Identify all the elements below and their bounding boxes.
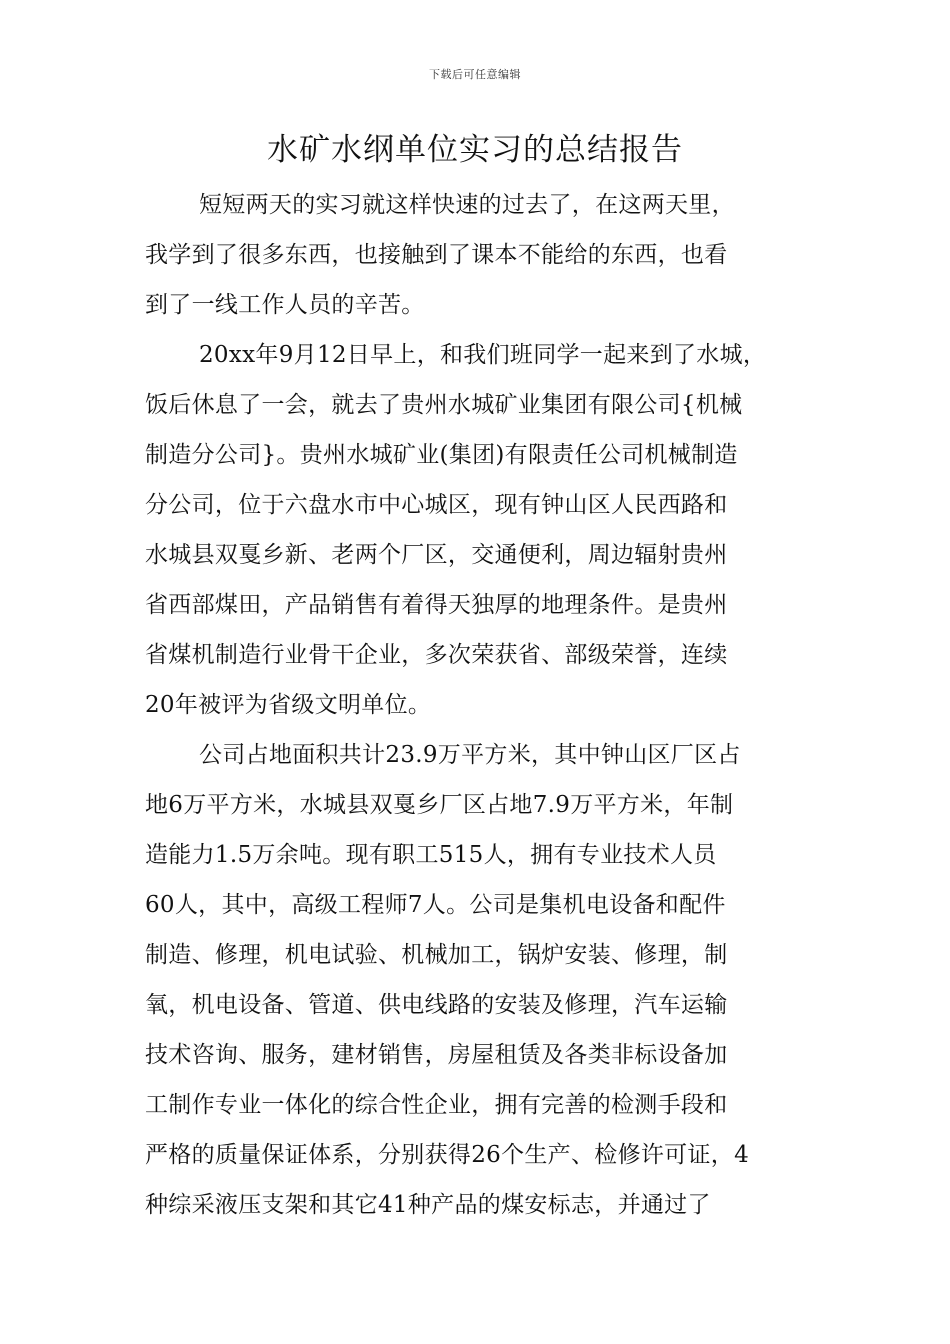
- page-title: 水矿水纲单位实习的总结报告: [267, 132, 683, 168]
- paragraph-3-line-1: 公司占地面积共计23.9万平方米，其中钟山区厂区占: [199, 742, 741, 768]
- paragraph-2-line-3: 制造分公司}。贵州水城矿业(集团)有限责任公司机械制造: [145, 442, 738, 468]
- paragraph-2-line-1: 20xx年9月12日早上，和我们班同学一起来到了水城，: [199, 342, 767, 368]
- paragraph-2-line-8: 20年被评为省级文明单位。: [145, 692, 432, 718]
- paragraph-3-line-9: 严格的质量保证体系，分别获得26个生产、检修许可证，4: [145, 1142, 749, 1168]
- paragraph-3-line-7: 技术咨询、服务，建材销售，房屋租赁及各类非标设备加: [145, 1042, 728, 1068]
- paragraph-3-line-5: 制造、修理，机电试验、机械加工，锅炉安装、修理，制: [145, 942, 728, 968]
- paragraph-2-line-2: 饭后休息了一会，就去了贵州水城矿业集团有限公司{机械: [145, 392, 743, 418]
- paragraph-3-line-8: 工制作专业一体化的综合性企业，拥有完善的检测手段和: [145, 1092, 728, 1118]
- header-note: 下载后可任意编辑: [429, 68, 521, 81]
- paragraph-2-line-5: 水城县双戛乡新、老两个厂区，交通便利，周边辐射贵州: [145, 542, 728, 568]
- paragraph-2-line-7: 省煤机制造行业骨干企业，多次荣获省、部级荣誉，连续: [145, 642, 728, 668]
- document-body: [145, 180, 810, 1230]
- paragraph-1-line-3: 到了一线工作人员的辛苦。: [145, 292, 425, 318]
- paragraph-2-line-6: 省西部煤田，产品销售有着得天独厚的地理条件。是贵州: [145, 592, 728, 618]
- paragraph-3-line-6: 氧，机电设备、管道、供电线路的安装及修理，汽车运输: [145, 992, 728, 1018]
- paragraph-2-line-4: 分公司，位于六盘水市中心城区，现有钟山区人民西路和: [145, 492, 728, 518]
- paragraph-3-line-3: 造能力1.5万余吨。现有职工515人，拥有专业技术人员: [145, 842, 717, 868]
- paragraph-3-line-10: 种综采液压支架和其它41种产品的煤安标志，并通过了: [145, 1192, 711, 1218]
- paragraph-3-line-2: 地6万平方米，水城县双戛乡厂区占地7.9万平方米，年制: [145, 792, 734, 818]
- paragraph-1-line-1: 短短两天的实习就这样快速的过去了，在这两天里，: [199, 192, 735, 218]
- paragraph-3-line-4: 60人，其中，高级工程师7人。公司是集机电设备和配件: [145, 892, 726, 918]
- paragraph-1-line-2: 我学到了很多东西，也接触到了课本不能给的东西，也看: [145, 242, 728, 268]
